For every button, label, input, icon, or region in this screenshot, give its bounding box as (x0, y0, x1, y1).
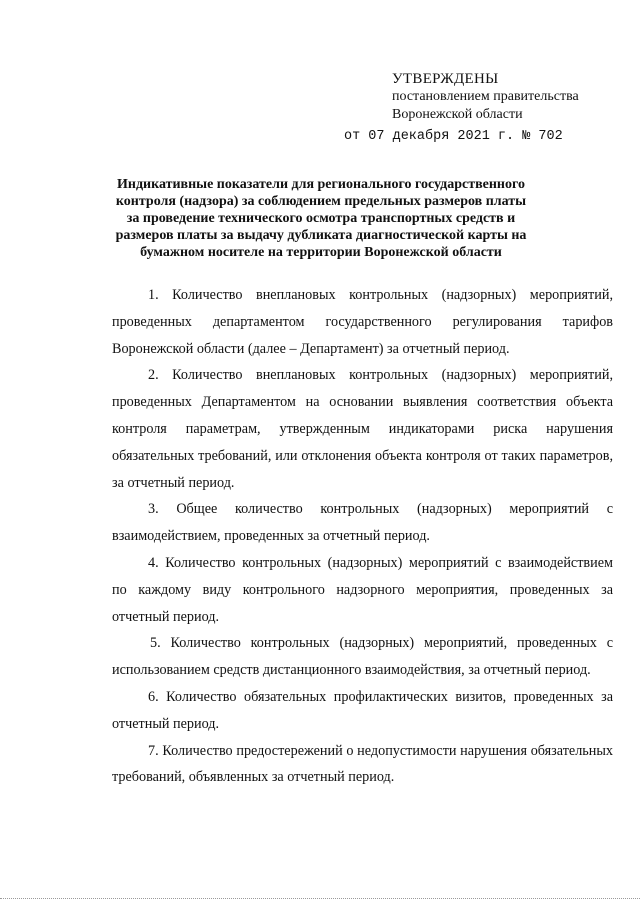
list-item: 1. Количество внеплановых контрольных (надзорных) мероприятий, проведенных департаментом государственного регулирования тарифов Воронежской области (далее – Департамент) за отчетный период. (112, 287, 613, 357)
approval-block (344, 70, 632, 144)
approval-stamp: УТВЕРЖДЕНЫ (392, 71, 499, 87)
list-item: 3. Общее количество контрольных (надзорных) мероприятий с взаимодействием, проведенных за отчетный период. (112, 501, 613, 545)
approval-line-1: постановлением правительства (392, 89, 579, 104)
approval-date: от 07 декабря 2021 г. № 702 (344, 129, 563, 144)
list-item: 4. Количество контрольных (надзорных) мероприятий с взаимодействием по каждому виду контрольного надзорного мероприятия, проведенных за отчетный период. (112, 554, 613, 625)
list-item: 2. Количество внеплановых контрольных (надзорных) мероприятий, проведенных Департаментом на основании выявления соответствия объекта контроля параметрам, утвержденным индикаторами риска нарушения обязательных требований, или отклонения объекта контроля от таких параметров, за отчетный период. (112, 367, 613, 491)
approval-line-2: Воронежской области (392, 107, 523, 122)
list-item: 5. Количество контрольных (надзорных) мероприятий, проведенных с использованием средств дистанционного взаимодействия, за отчетный период. (112, 635, 613, 679)
list-item: 6. Количество обязательных профилактических визитов, проведенных за отчетный период. (112, 688, 613, 732)
page-bottom-rule (0, 898, 640, 899)
list-item: 7. Количество предостережений о недопустимости нарушения обязательных требований, объявленных за отчетный период. (112, 742, 613, 786)
document-title: Индикативные показатели для регионального государственного контроля (надзора) за соблюдением предельных размеров платы за проведение технического осмотра транспортных средств и размеров платы за выдачу дубликата диагностической карты на бумажном носителе на территории Воронежской области (115, 177, 527, 260)
document-body (112, 282, 613, 791)
